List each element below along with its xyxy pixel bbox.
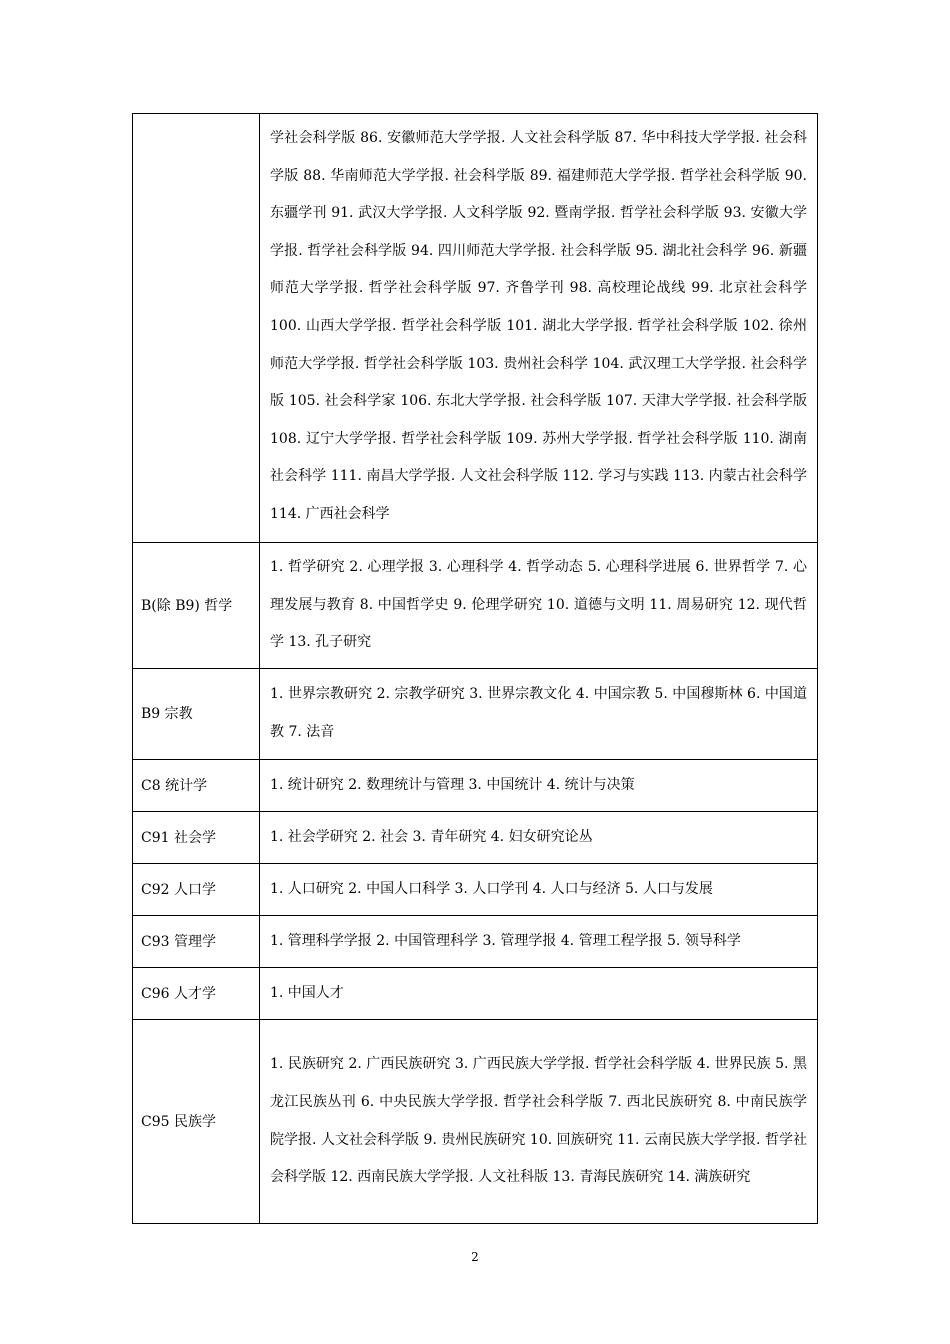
table-row — [133, 114, 818, 543]
category-cell: C91 社会学 — [133, 812, 260, 864]
category-cell — [133, 114, 260, 543]
journal-list-cell: 学社会科学版 86. 安徽师范大学学报. 人文社会科学版 87. 华中科技大学学报. 社会科学版 88. 华南师范大学学报. 社会科学版 89. 福建师范大学学报. 哲学社会科学版 90. 东疆学刊 91. 武汉大学学报. 人文科学版 92. 暨南学报. 哲学社会科学版 93. 安徽大学学报. 哲学社会科学版 94. 四川师范大学学报. 社会科学版 95. 湖北社会科学 96. 新疆师范大学学报. 哲学社会科学版 97. 齐鲁学刊 98. 高校理论战线 99. 北京社会科学 100. 山西大学学报. 哲学社会科学版 101. 湖北大学学报. 哲学社会科学版 102. 徐州师范大学学报. 哲学社会科学版 103. 贵州社会科学 104. 武汉理工大学学报. 社会科学版 105. 社会科学家 106. 东北大学学报. 社会科学版 107. 天津大学学报. 社会科学版 108. 辽宁大学学报. 哲学社会科学版 109. 苏州大学学报. 哲学社会科学版 110. 湖南社会科学 111. 南昌大学学报. 人文社会科学版 112. 学习与实践 113. 内蒙古社会科学 114. 广西社会科学 — [260, 114, 818, 543]
table-row — [133, 669, 818, 760]
journal-list-cell: 1. 社会学研究 2. 社会 3. 青年研究 4. 妇女研究论丛 — [260, 812, 818, 864]
journal-table — [132, 113, 818, 1224]
category-cell: C96 人才学 — [133, 968, 260, 1020]
journal-list-cell: 1. 管理科学学报 2. 中国管理科学 3. 管理学报 4. 管理工程学报 5. 领导科学 — [260, 916, 818, 968]
journal-list-cell: 1. 世界宗教研究 2. 宗教学研究 3. 世界宗教文化 4. 中国宗教 5. 中国穆斯林 6. 中国道教 7. 法音 — [260, 669, 818, 760]
journal-list-cell: 1. 民族研究 2. 广西民族研究 3. 广西民族大学学报. 哲学社会科学版 4. 世界民族 5. 黑龙江民族丛刊 6. 中央民族大学学报. 哲学社会科学版 7. 西北民族研究 8. 中南民族学院学报. 人文社会科学版 9. 贵州民族研究 10. 回族研究 11. 云南民族大学学报. 哲学社会科学版 12. 西南民族大学学报. 人文社科版 13. 青海民族研究 14. 满族研究 — [260, 1020, 818, 1224]
journal-list-cell: 1. 统计研究 2. 数理统计与管理 3. 中国统计 4. 统计与决策 — [260, 760, 818, 812]
table-row — [133, 543, 818, 669]
table-row — [133, 968, 818, 1020]
table-row — [133, 812, 818, 864]
category-cell: C93 管理学 — [133, 916, 260, 968]
journal-list-cell: 1. 人口研究 2. 中国人口科学 3. 人口学刊 4. 人口与经济 5. 人口与发展 — [260, 864, 818, 916]
page-number: 2 — [471, 1250, 479, 1264]
category-cell: B9 宗教 — [133, 669, 260, 760]
table-row — [133, 864, 818, 916]
table-row — [133, 760, 818, 812]
category-cell: B(除 B9) 哲学 — [133, 543, 260, 669]
category-cell: C92 人口学 — [133, 864, 260, 916]
journal-list-cell: 1. 哲学研究 2. 心理学报 3. 心理科学 4. 哲学动态 5. 心理科学进展 6. 世界哲学 7. 心理发展与教育 8. 中国哲学史 9. 伦理学研究 10. 道德与文明 11. 周易研究 12. 现代哲学 13. 孔子研究 — [260, 543, 818, 669]
table-row — [133, 916, 818, 968]
category-cell: C8 统计学 — [133, 760, 260, 812]
table-row — [133, 1020, 818, 1224]
category-cell: C95 民族学 — [133, 1020, 260, 1224]
journal-list-cell: 1. 中国人才 — [260, 968, 818, 1020]
